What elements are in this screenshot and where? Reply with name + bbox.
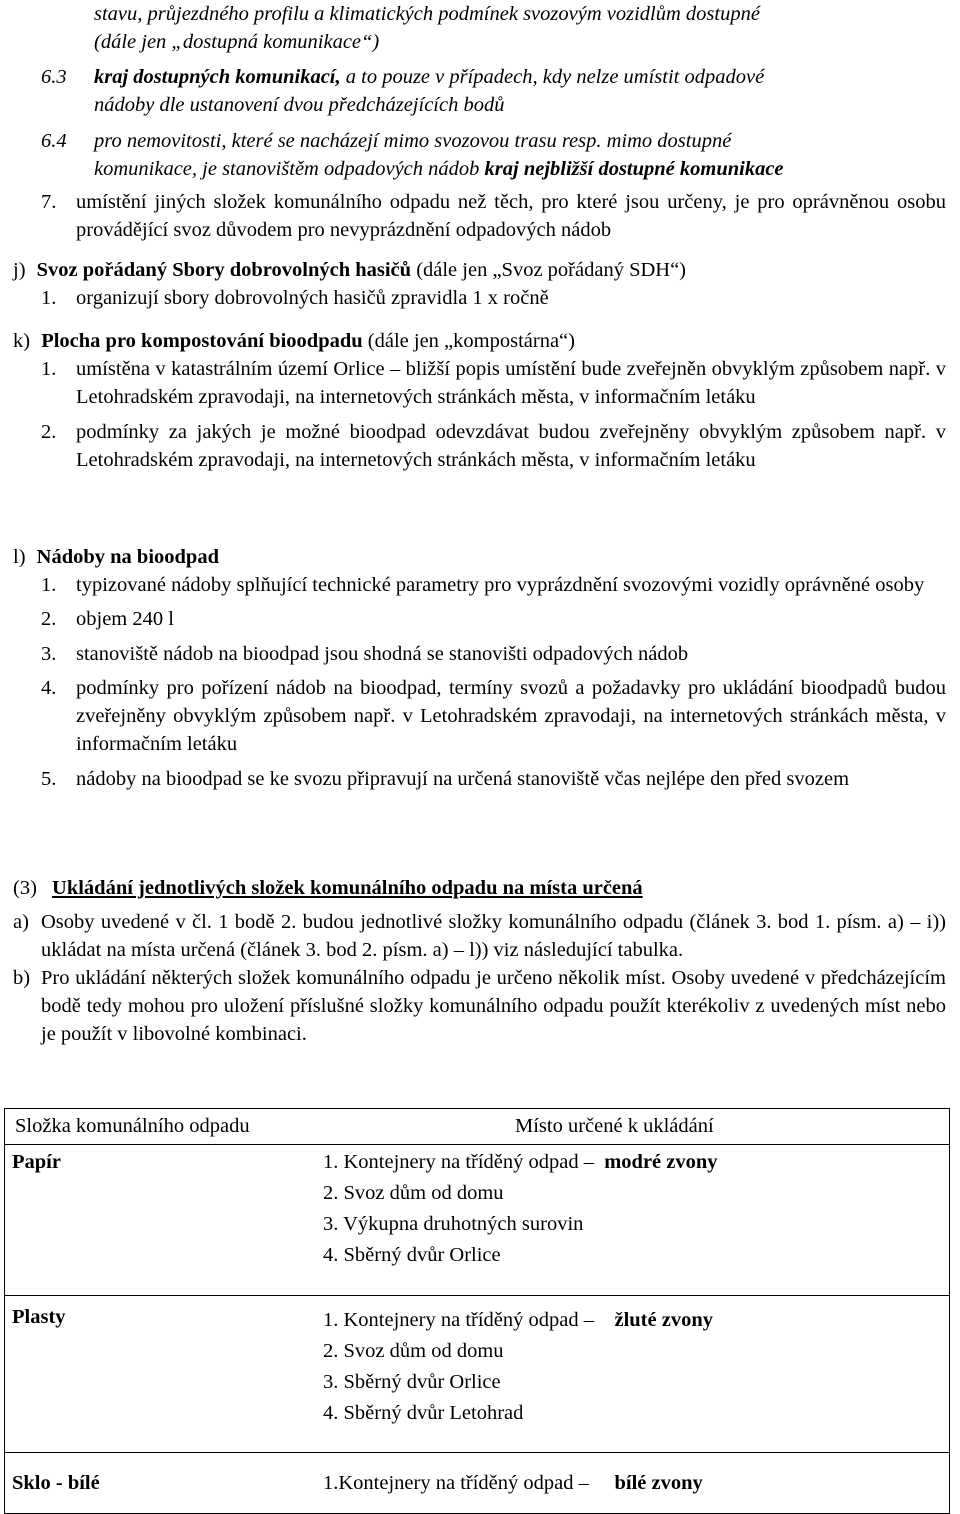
list-item-text: typizované nádoby splňující technické parametry pro vyprázdnění svozovými vozidly oprávněné osoby — [76, 574, 925, 596]
item-6-4-line2: komunikace, je stanovištěm odpadových nádob — [94, 158, 480, 180]
section-k-letter: k) — [13, 330, 31, 352]
table-row-places — [323, 1305, 713, 1429]
section-l-letter: l) — [13, 546, 26, 568]
place-item: 3. Výkupna druhotných surovin — [323, 1213, 584, 1235]
section-k-item-2 — [41, 418, 946, 474]
list-item-number: 4. — [41, 677, 57, 699]
list-item-letter: a) — [13, 911, 29, 933]
section-3-item-a — [13, 908, 946, 964]
place-item: 4. Sběrný dvůr Letohrad — [323, 1402, 524, 1424]
item-6-3-bold: kraj dostupných komunikací, — [94, 66, 341, 88]
section-l-item-1 — [41, 571, 946, 599]
table-row-places — [323, 1468, 703, 1499]
item-6-3-number: 6.3 — [41, 66, 67, 88]
section-l-item-4 — [41, 674, 946, 758]
table-row-sklo — [5, 1453, 950, 1514]
section-3-number: (3) — [13, 877, 37, 899]
section-j — [13, 256, 946, 312]
list-item-number: 3. — [41, 643, 57, 665]
place-item: 4. Sběrný dvůr Orlice — [323, 1244, 501, 1266]
item-6-4 — [41, 127, 946, 183]
item-6-4-bold: kraj nejbližší dostupné komunikace — [484, 158, 784, 180]
waste-placement-table — [4, 1108, 950, 1514]
item-6-2-line2: (dále jen „dostupná komunikace“) — [94, 31, 380, 53]
place-item: 1.Kontejnery na tříděný odpad – bílé zvony — [323, 1472, 703, 1494]
table-header-row — [5, 1109, 950, 1145]
list-item-number: 1. — [41, 287, 57, 309]
section-l-item-5 — [41, 765, 946, 793]
item-6-3-line2: nádoby dle ustanovení dvou předcházejících bodů — [94, 94, 505, 116]
list-item-text: podmínky pro pořízení nádob na bioodpad, termíny svozů a požadavky pro ukládání bioodpadů budou zveřejněny obvyklým způsobem např. v Letohradském zpravodaji, na internetových stránkách města, v informačním letáku — [76, 677, 946, 755]
section-l-item-2 — [41, 605, 946, 633]
list-item-number: 1. — [41, 574, 57, 596]
list-item-number: 1. — [41, 358, 57, 380]
section-k-item-1 — [41, 355, 946, 411]
table-row-label: Plasty — [12, 1306, 66, 1328]
list-item-text: objem 240 l — [76, 608, 174, 630]
item-6-4-line1: pro nemovitosti, které se nacházejí mimo svozovou trasu resp. mimo dostupné — [94, 130, 732, 152]
table-row-label: Papír — [12, 1151, 61, 1173]
item-6-3 — [41, 63, 946, 119]
list-item-text: nádoby na bioodpad se ke svozu připravují na určená stanoviště včas nejlépe den před svozem — [76, 768, 850, 790]
section-l — [13, 543, 946, 793]
place-item: 2. Svoz dům od domu — [323, 1340, 504, 1362]
table-header-col2: Místo určené k ukládání — [515, 1115, 714, 1137]
section-3-item-b — [13, 964, 946, 1048]
item-6-3-text: a to pouze v případech, kdy nelze umístit odpadové — [345, 66, 765, 88]
item-6-2-line1: stavu, průjezdného profilu a klimatických podmínek svozovým vozidlům dostupné — [94, 3, 760, 25]
list-item-text: stanoviště nádob na bioodpad jsou shodná se stanovišti odpadových nádob — [76, 643, 689, 665]
section-3 — [13, 874, 946, 1048]
list-item-text: organizují sbory dobrovolných hasičů zpravidla 1 x ročně — [76, 287, 549, 309]
table-row-label: Sklo - bílé — [12, 1472, 100, 1494]
item-6-4-number: 6.4 — [41, 130, 67, 152]
list-item-number: 2. — [41, 421, 57, 443]
section-k-suffix: (dále jen „kompostárna“) — [367, 330, 575, 352]
place-item: 1. Kontejnery na tříděný odpad – modré zvony — [323, 1151, 718, 1173]
section-l-title: Nádoby na bioodpad — [36, 546, 219, 568]
list-item-text: Pro ukládání některých složek komunálního odpadu je určeno několik míst. Osoby uvedené v předcházejícím bodě tedy mohou pro uložení příslušné složky komunálního odpadu použít kterékoliv z uvedených míst nebo je použít v libovolné kombinaci. — [41, 967, 946, 1045]
section-j-title: Svoz pořádaný Sbory dobrovolných hasičů — [36, 259, 412, 281]
list-item-text: podmínky za jakých je možné bioodpad odevzdávat budou zveřejněny obvyklým způsobem např. v Letohradském zpravodaji, na internetových stránkách města, v informačním letáku — [76, 421, 946, 471]
section-j-item-1 — [41, 284, 946, 312]
item-7-text: umístění jiných složek komunálního odpadu než těch, pro které jsou určeny, je pro oprávněnou osobu provádějící svoz důvodem pro nevyprázdnění odpadových nádob — [76, 191, 946, 241]
list-item-text: Osoby uvedené v čl. 1 bodě 2. budou jednotlivé složky komunálního odpadu (článek 3. bod 1. písm. a) – i)) ukládat na místa určená (článek 3. bod 2. písm. a) – l)) viz následující tabulka. — [41, 911, 946, 961]
table-row-plasty — [5, 1296, 950, 1453]
list-item-text: umístěna v katastrálním území Orlice – bližší popis umístění bude zveřejněn obvyklým způsobem např. v Letohradském zpravodaji, na internetových stránkách města, v informačním letáku — [76, 358, 946, 408]
table-row-places — [323, 1147, 718, 1271]
section-k-title: Plocha pro kompostování bioodpadu — [41, 330, 363, 352]
item-7-number: 7. — [41, 191, 57, 213]
list-item-number: 2. — [41, 608, 57, 630]
section-j-letter: j) — [13, 259, 26, 281]
list-item-letter: b) — [13, 967, 31, 989]
item-6-2-continuation — [94, 0, 946, 56]
section-k — [13, 327, 946, 474]
table-row-papir — [5, 1145, 950, 1296]
table-header-cell — [5, 1109, 950, 1145]
place-item: 1. Kontejnery na tříděný odpad – žluté zvony — [323, 1309, 713, 1331]
item-7 — [41, 188, 946, 244]
place-item: 2. Svoz dům od domu — [323, 1182, 504, 1204]
place-item: 3. Sběrný dvůr Orlice — [323, 1371, 501, 1393]
section-l-item-3 — [41, 640, 946, 668]
table-header-col1: Složka komunálního odpadu — [15, 1115, 250, 1137]
section-j-suffix: (dále jen „Svoz pořádaný SDH“) — [416, 259, 687, 281]
section-3-title: Ukládání jednotlivých složek komunálního odpadu na místa určená — [52, 877, 643, 899]
list-item-number: 5. — [41, 768, 57, 790]
